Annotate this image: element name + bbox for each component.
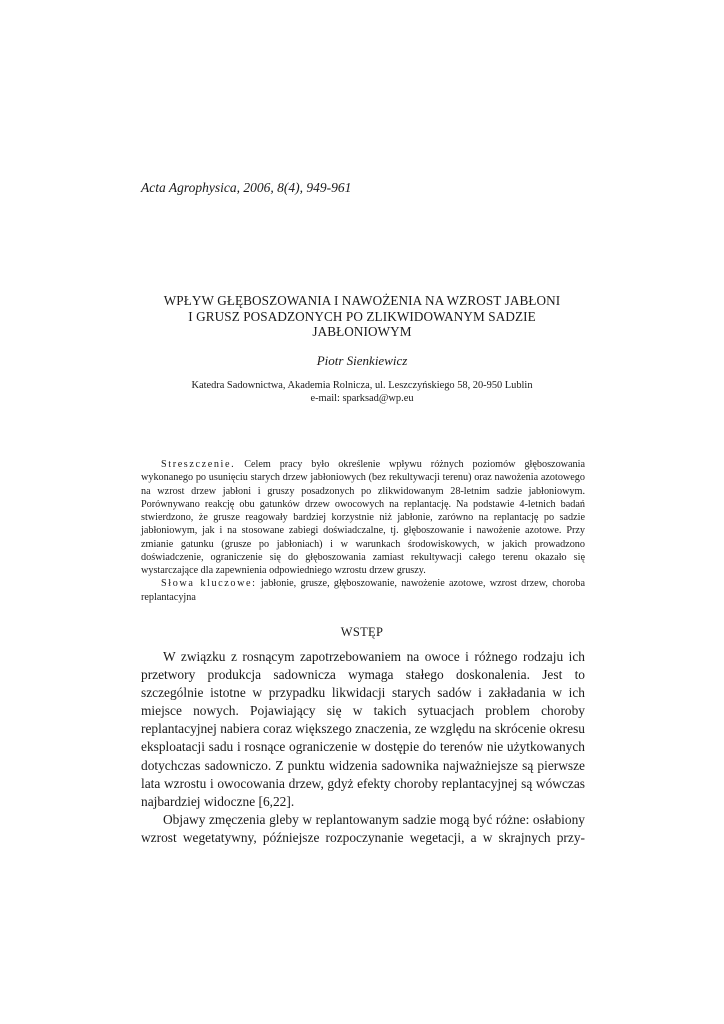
body-paragraph: Objawy zmęczenia gleby w replantowanym sadzie mogą być różne: osłabiony wzrost wegetatywny, późniejsze rozpoczynanie wegetacji, a w skrajnych przy- [141,811,585,845]
abstract [141,458,585,604]
author-name: Piotr Sienkiewicz [316,353,408,368]
title-line: WPŁYW GŁĘBOSZOWANIA I NAWOŻENIA NA WZROST JABŁONI [163,293,561,308]
keywords-text: jabłonie, grusze, głęboszowanie, nawożenie azotowe, wzrost drzew, choroba replantacyjna [141,578,586,603]
section-body [141,648,585,847]
keywords-label: Słowa kluczowe: [161,578,257,590]
affiliation: Katedra Sadownictwa, Akademia Rolnicza, ul. Leszczyńskiego 58, 20-950 Lublin [191,380,533,391]
affiliation-block [0,379,724,405]
body-paragraph: W związku z rosnącym zapotrzebowaniem na owoce i różnego rodzaju ich przetwory produkcja sadownicza wymaga stałego doskonalenia. Jest to szczególnie istotne w przypadku likwidacji starych sadów i zakładania w ich miejsce nowych. Pojawiający się w takich sytuacjach problem choroby replantacyjnej nabiera coraz większego znaczenia, ze względu na skrócenie okresu eksploatacji sadu i rosnące ograniczenie w dostępie do terenów nie użytkowanych dotychczas sadowniczo. Z punktu widzenia sadownika najważniejsze są pierwsze lata wzrostu i owocowania drzew, gdyż efekty choroby replantacyjnej są wówczas najbardziej widoczne [6,22]. [141,649,585,809]
article-title [100,293,624,340]
abstract-text: Celem pracy było określenie wpływu różnych poziomów głęboszowania wykonanego po usunięciu starych drzew jabłoniowych (bez rekultywacji terenu) oraz nawożenia azotowego na wzrost drzew jabłoni i gruszy posadzonych po zlikwidowanym 28-letnim sadzie jabłoniowym. Porównywano reakcję obu gatunków drzew owocowych na replantację. Na podstawie 4-letnich badań stwierdzono, że grusze reagowały bardziej korzystnie niż jabłonie, zarówno na replantację po sadzie jabłoniowym, jak i na stosowane zabiegi doświadczalne, tj. głęboszowanie i nawożenie azotowe. Przy zmianie gatunku (grusze po jabłoniach) i w warunkach środowiskowych, w jakich prowadzono doświadczenie, ograniczenie się do głęboszowania zamiast rekultywacji całego terenu okazało się wystarczające dla zapewnienia odpowiedniego wzrostu drzew gruszy. [141,459,585,576]
keywords-paragraph [141,577,585,604]
journal-citation: Acta Agrophysica, 2006, 8(4), 949-961 [141,180,352,195]
title-line: I GRUSZ POSADZONYCH PO ZLIKWIDOWANYM SADZIE [188,308,536,324]
title-line: JABŁONIOWYM [312,324,412,339]
abstract-label: Streszczenie. [161,459,236,470]
section-heading: WSTĘP [340,625,384,639]
email: e-mail: sparksad@wp.eu [310,393,414,404]
abstract-paragraph [141,458,585,577]
